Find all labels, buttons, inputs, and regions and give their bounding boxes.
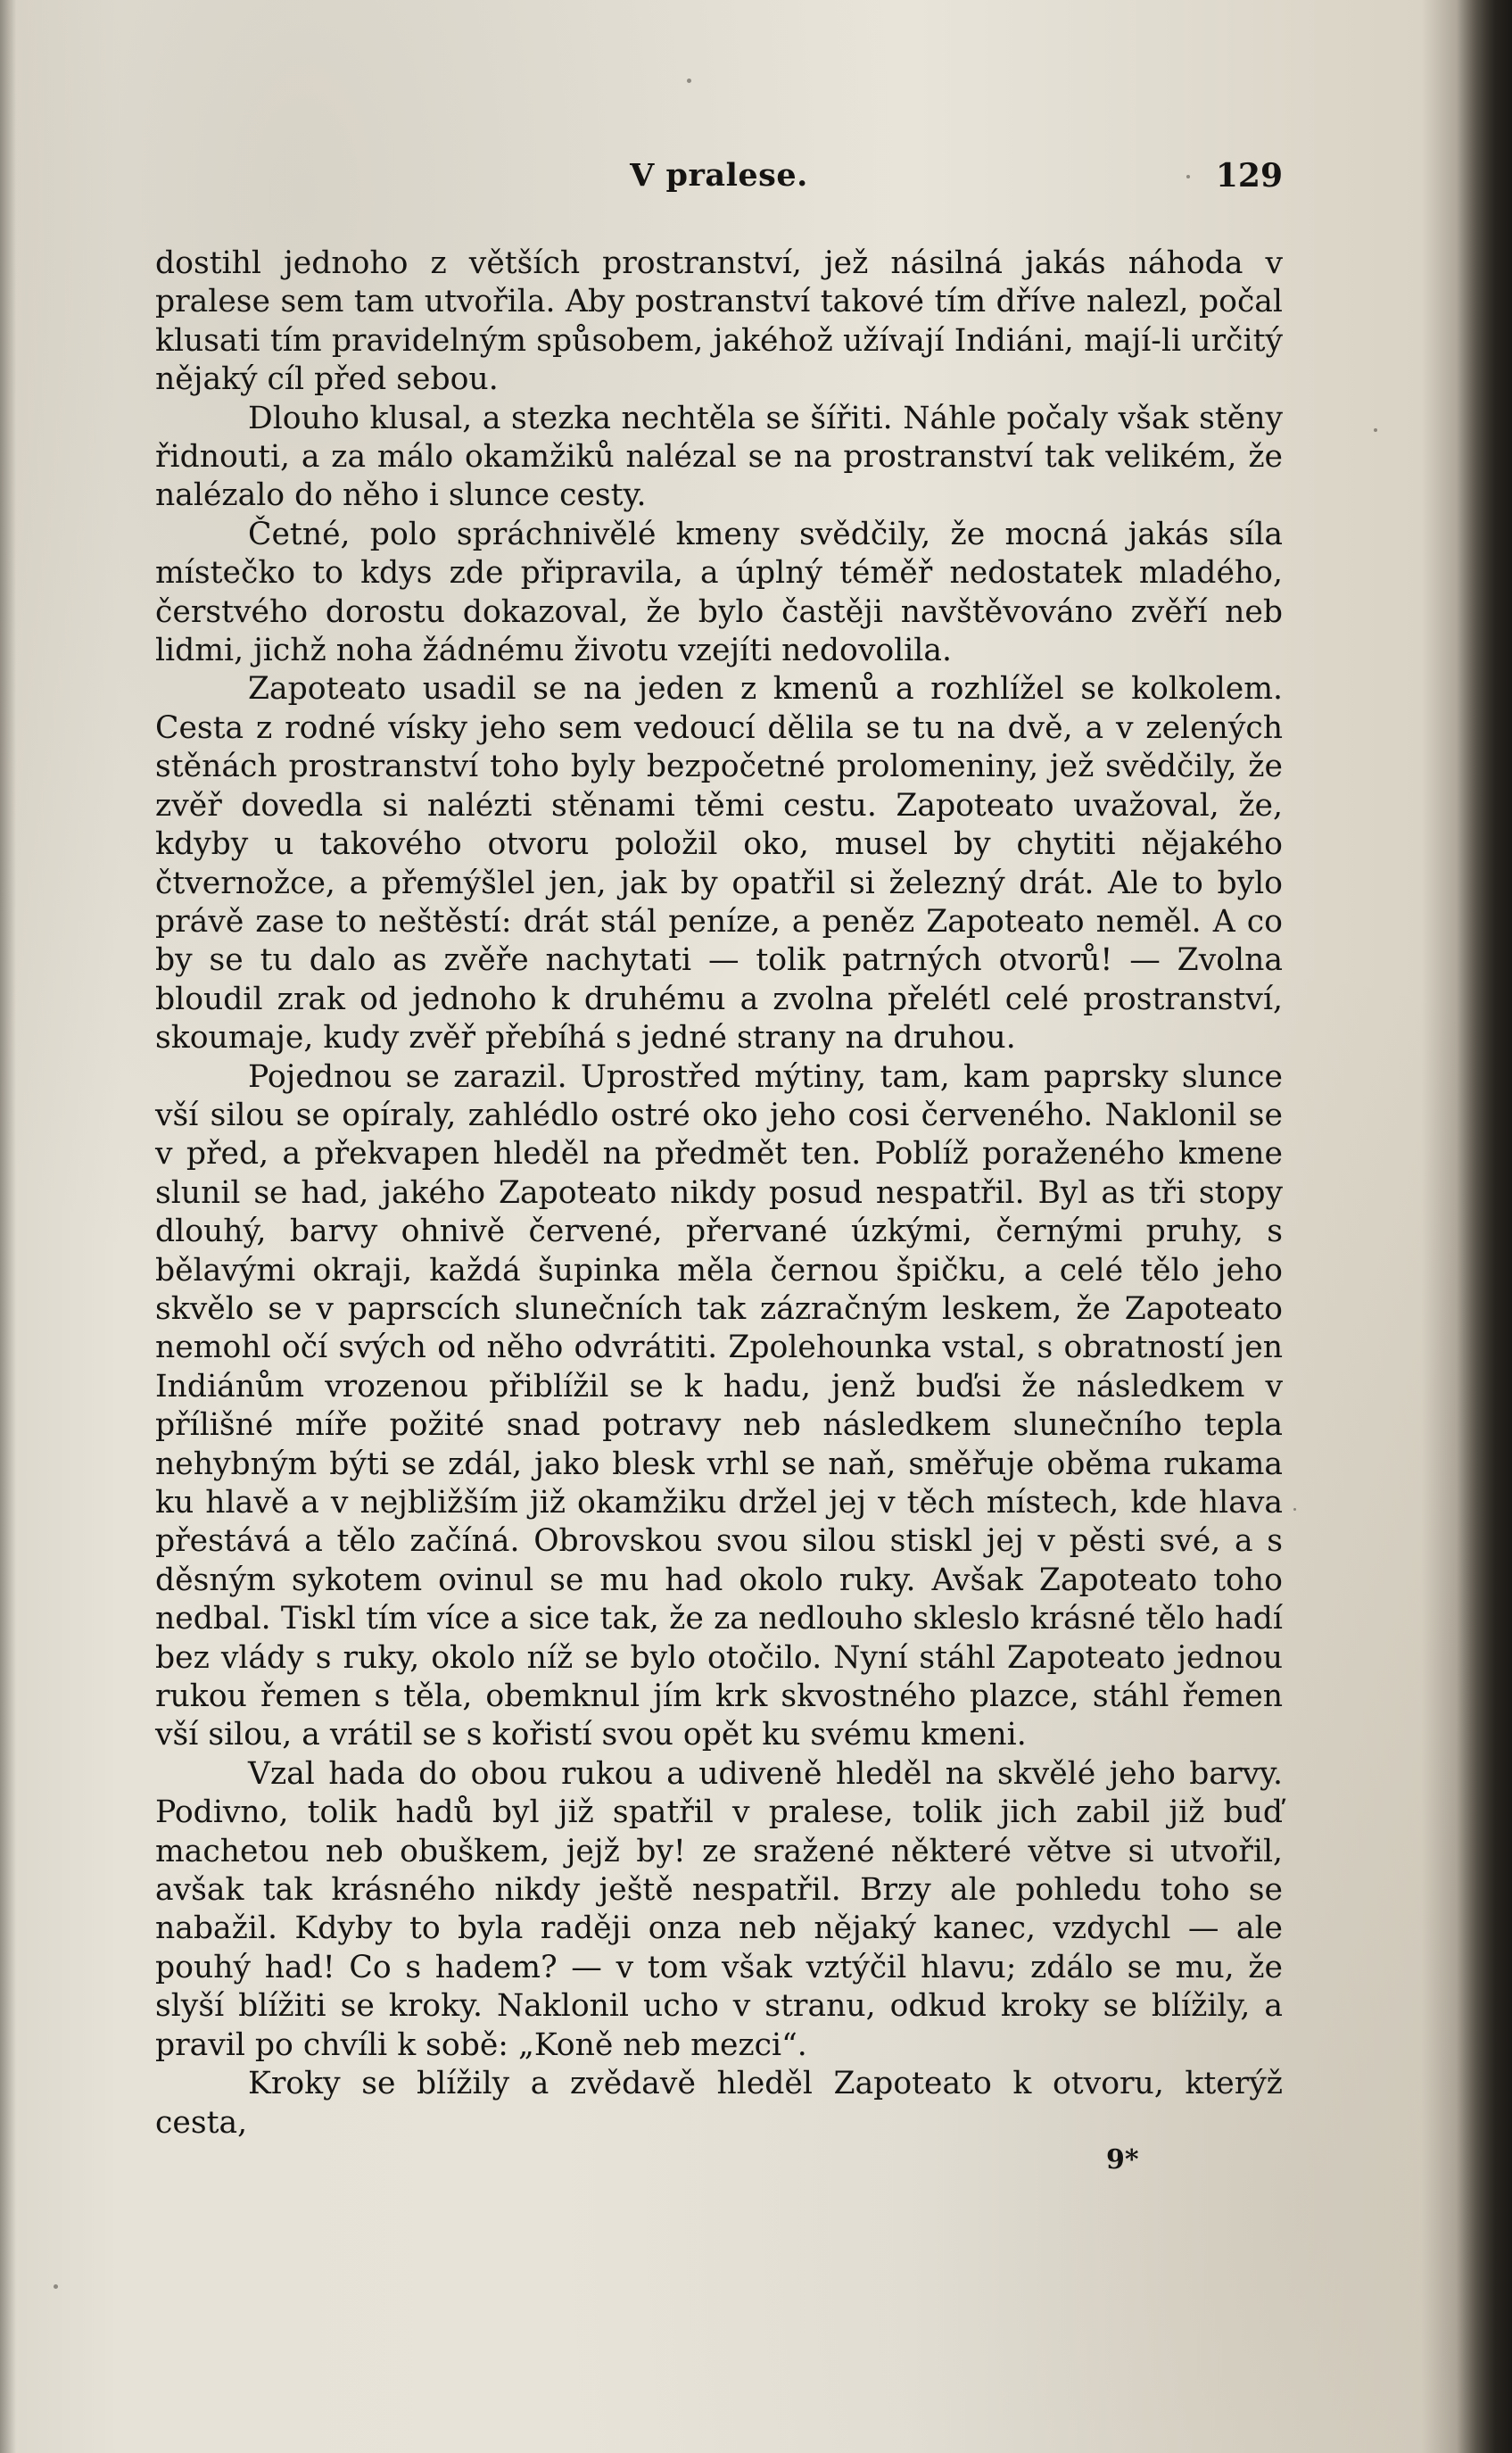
page-binding-edge	[1457, 0, 1512, 2453]
paper-speck	[687, 79, 691, 83]
paragraph: dostihl jednoho z větších prostranství, jež násilná jakás náhoda v pralese sem tam utvořila. Aby postranství takové tím dříve nalezl, počal klusati tím pravidelným spůsobem, jakéhož užívají Indiáni, mají-li určitý nějaký cíl před sebou.	[155, 245, 1283, 398]
paragraph: Kroky se blížily a zvědavě hleděl Zapoteato k otvoru, kterýž cesta,	[155, 2066, 1283, 2141]
running-head: V pralese.	[630, 157, 808, 194]
page-left-shadow	[0, 0, 16, 2453]
paper-speck	[1293, 1508, 1296, 1511]
signature-mark: 9*	[1106, 2144, 1139, 2175]
paragraph: Dlouho klusal, a stezka nechtěla se šířiti. Náhle počaly však stěny řidnouti, a za málo okamžiků nalézal se na prostranství tak velikém, že nalézalo do něho i slunce cesty.	[155, 400, 1283, 514]
paragraph: Četné, polo spráchnivělé kmeny svědčily, že mocná jakás síla místečko to kdys zde připravila, a úplný téměř nedostatek mladého, čerstvého dorostu dokazoval, že bylo častěji navštěvováno zvěří neb lidmi, jichž noha žádnému životu vzejíti nedovolila.	[155, 516, 1283, 669]
paragraph: Pojednou se zarazil. Uprostřed mýtiny, tam, kam paprsky slunce vší silou se opíraly, zahlédlo ostré oko jeho cosi červeného. Naklonil se v před, a překvapen hleděl na předmět ten. Poblíž poraženého kmene slunil se had, jakého Zapoteato nikdy posud nespatřil. Byl as tři stopy dlouhý, barvy ohnivě červené, přervané úzkými, černými pruhy, s bělavými okraji, každá šupinka měla černou špičku, a celé tělo jeho skvělo se v paprscích slunečních tak zázračným leskem, že Zapoteato nemohl očí svých od něho odvrátiti. Zpolehounka vstal, s obratností jen Indiánům vrozenou přiblížil se k hadu, jenž buďsi že následkem v přílišné míře požité snad potravy neb následkem slunečního tepla nehybným býti se zdál, jako blesk vrhl se naň, směřuje oběma rukama ku hlavě a v nejbližším již okamžiku držel jej v těch místech, kde hlava přestává a tělo začíná. Obrovskou svou silou stiskl jej v pěsti své, a s děsným sykotem ovinul se mu had okolo ruky. Avšak Zapoteato toho nedbal. Tiskl tím více a sice tak, že za nedlouho skleslo krásné tělo hadí bez vlády s ruky, okolo níž se bylo otočilo. Nyní stáhl Zapoteato jednou rukou řemen s těla, obemknul jím krk skvostného plazce, stáhl řemen vší silou, a vrátil se s kořistí svou opět ku svému kmeni.	[155, 1058, 1283, 1753]
paper-speck	[54, 2284, 58, 2289]
paragraph: Zapoteato usadil se na jeden z kmenů a rozhlížel se kolkolem. Cesta z rodné vísky jeho sem vedoucí dělila se tu na dvě, a v zelených stěnách prostranství toho byly bezpočetné prolomeniny, jež svědčily, že zvěř dovedla si nalézti stěnami těmi cestu. Zapoteato uvažoval, že, kdyby u takového otvoru položil oko, musel by chytiti nějakého čtvernožce, a přemýšlel jen, jak by opatřil si železný drát. Ale to bylo právě zase to neštěstí: drát stál peníze, a peněz Zapoteato neměl. A co by se tu dalo as zvěře nachytati — tolik patrných otvorů! — Zvolna bloudil zrak od jednoho k druhému a zvolna přelétl celé prostranství, skoumaje, kudy zvěř přebíhá s jedné strany na druhou.	[155, 671, 1283, 1057]
page-header	[155, 157, 1283, 202]
page-number: 129	[1215, 157, 1283, 195]
paragraph: Vzal hada do obou rukou a udiveně hleděl na skvělé jeho barvy. Podivno, tolik hadů byl již spatřil v pralese, tolik jich zabil již buď machetou neb obuškem, jejž by! ze sražené některé větve si utvořil, avšak tak krásného nikdy ještě nespatřil. Brzy ale pohledu toho se nabažil. Kdyby to byla raději onza neb nějaký kanec, vzdychl — ale pouhý had! Co s hadem? — v tom však vztýčil hlavu; zdálo se mu, že slyší blížiti se kroky. Naklonil ucho v stranu, odkud kroky se blížily, a pravil po chvíli k sobě: „Koně neb mezci“.	[155, 1755, 1283, 2063]
body-text	[155, 244, 1283, 2142]
paper-speck	[1374, 428, 1377, 432]
